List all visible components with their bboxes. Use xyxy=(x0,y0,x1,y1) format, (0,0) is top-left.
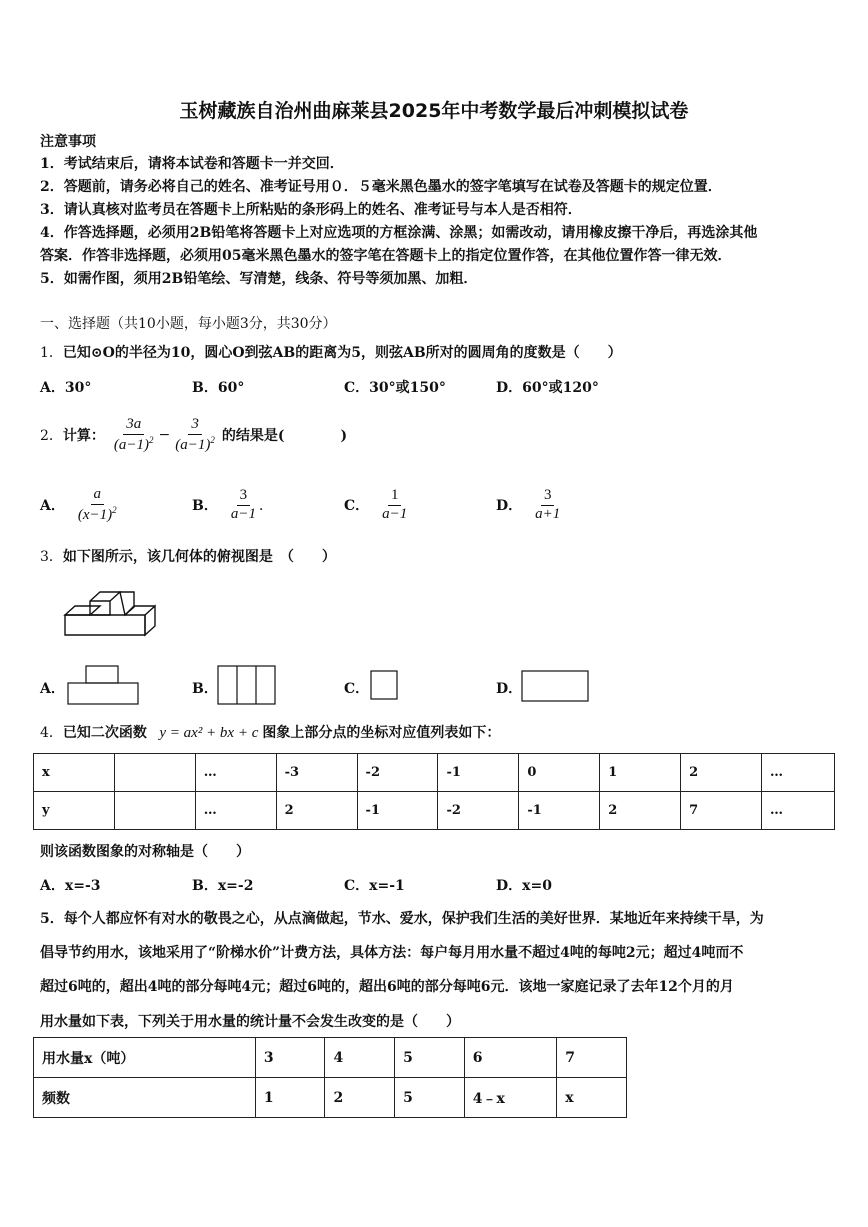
fraction-numerator: 1 xyxy=(388,487,402,505)
table-row xyxy=(34,792,835,830)
top-view-a-icon xyxy=(66,664,142,706)
fraction xyxy=(532,487,563,523)
question-number: 1． xyxy=(40,345,63,361)
table-cell: 1 xyxy=(600,754,681,792)
notice-item: 3．请认真核对监考员在答题卡上所粘贴的条形码上的姓名、准考证号与本人是否相符． xyxy=(40,202,582,218)
option-tail: ． xyxy=(258,498,273,514)
question-4 xyxy=(40,722,500,742)
notice-item: 5．如需作图，须用2B铅笔绘、写清楚，线条、符号等须加黑、加粗． xyxy=(40,271,478,287)
table-cell: 4 xyxy=(325,1038,395,1078)
fraction-numerator: 3 xyxy=(188,416,202,434)
table-cell: 3 xyxy=(255,1038,325,1078)
option-b: B．60° xyxy=(192,380,245,396)
option-c: C．x=-1 xyxy=(344,878,405,894)
fraction-denominator: a−1 xyxy=(382,505,408,522)
table-cell: 4﹣x xyxy=(464,1078,557,1118)
question-1 xyxy=(40,342,622,362)
option-b xyxy=(192,480,273,530)
table-cell: 频数 xyxy=(34,1078,256,1118)
table-cell: 2 xyxy=(276,792,357,830)
exponent: 2 xyxy=(149,434,154,445)
option-a: A．x=-3 xyxy=(40,878,101,894)
option-c: C．30°或150° xyxy=(344,380,446,396)
exponent: 2 xyxy=(210,434,215,445)
section-heading: 一、选择题（共10小题，每小题3分，共30分） xyxy=(40,316,337,332)
table-cell: -1 xyxy=(519,792,600,830)
table-cell: 7 xyxy=(557,1038,627,1078)
solid-figure-icon xyxy=(60,588,162,640)
fraction-denominator: (a−1) xyxy=(113,436,150,453)
table-cell: -2 xyxy=(357,754,438,792)
table-cell: 5 xyxy=(395,1078,465,1118)
question-text: 则该函数图象的对称轴是（ ） xyxy=(40,844,250,860)
option-d xyxy=(496,480,563,530)
option-label: A． xyxy=(40,498,65,514)
fraction-numerator: 3 xyxy=(541,487,555,505)
table-cell: 0 xyxy=(519,754,600,792)
fraction xyxy=(75,486,120,524)
option-d: D． xyxy=(496,681,523,697)
top-view-d-icon xyxy=(520,669,590,703)
option-label: C． xyxy=(344,498,370,514)
notice-heading: 注意事项 xyxy=(40,134,96,150)
table-row xyxy=(34,754,835,792)
question-2 xyxy=(40,410,347,460)
table-cell: x xyxy=(34,754,115,792)
option-label: D． xyxy=(496,498,523,514)
table-cell: -1 xyxy=(438,754,519,792)
option-c xyxy=(344,480,410,530)
table-cell xyxy=(114,792,195,830)
table-row xyxy=(34,1038,627,1078)
fraction xyxy=(172,416,218,454)
table-cell: 2 xyxy=(681,754,762,792)
question-tail: 图象上部分点的坐标对应值列表如下： xyxy=(262,725,501,741)
fraction-denominator: (a−1) xyxy=(175,436,211,453)
minus-sign: − xyxy=(158,427,171,443)
table-cell: 1 xyxy=(255,1078,325,1118)
table-row xyxy=(34,1078,627,1118)
question-text: 已知⊙O的半径为10，圆心O到弦AB的距离为5，则弦AB所对的圆周角的度数是（ ） xyxy=(62,345,622,361)
page-title: 玉树藏族自治州曲麻莱县2025年中考数学最后冲刺模拟试卷 xyxy=(179,100,689,122)
table-cell: 用水量x（吨） xyxy=(34,1038,256,1078)
fraction-denominator: a+1 xyxy=(535,505,561,522)
table-cell: … xyxy=(195,792,276,830)
table-cell: 7 xyxy=(681,792,762,830)
table-cell: 5 xyxy=(395,1038,465,1078)
exponent: 2 xyxy=(112,504,117,515)
option-b: B． xyxy=(192,681,218,697)
option-a: A．30° xyxy=(40,380,92,396)
q5-table xyxy=(33,1037,627,1118)
question-tail: 的结果是( ) xyxy=(221,428,348,444)
option-c: C． xyxy=(344,681,370,697)
q4-table xyxy=(33,753,835,830)
question-5-line: 用水量如下表，下列关于用水量的统计量不会发生改变的是（ ） xyxy=(40,1014,460,1030)
table-cell: 6 xyxy=(464,1038,557,1078)
fraction-numerator: a xyxy=(91,486,105,504)
question-3 xyxy=(40,546,336,566)
table-cell: -2 xyxy=(438,792,519,830)
table-cell xyxy=(114,754,195,792)
question-5-line: 5．每个人都应怀有对水的敬畏之心，从点滴做起，节水、爱水，保护我们生活的美好世界．某地近年来持续干旱，为 xyxy=(40,911,764,927)
option-d: D．60°或120° xyxy=(496,380,599,396)
top-view-c-icon xyxy=(369,669,399,701)
option-b: B．x=-2 xyxy=(192,878,254,894)
question-number: 3． xyxy=(40,549,63,565)
fraction xyxy=(228,487,259,523)
table-cell: y xyxy=(34,792,115,830)
option-a xyxy=(40,480,120,530)
table-cell: 2 xyxy=(600,792,681,830)
table-cell: -1 xyxy=(357,792,438,830)
notice-item: 1．考试结束后，请将本试卷和答题卡一并交回． xyxy=(40,156,344,172)
table-cell: … xyxy=(195,754,276,792)
fraction xyxy=(379,487,410,523)
notice-item: 答案．作答非选择题，必须用05毫米黑色墨水的签字笔在答题卡上的指定位置作答，在其他位置作答一律无效． xyxy=(40,248,732,264)
option-label: B． xyxy=(192,498,218,514)
question-number: 4． xyxy=(40,725,63,741)
option-a: A． xyxy=(40,681,65,697)
question-5-line: 超过6吨的，超出4吨的部分每吨4元；超过6吨的，超出6吨的部分每吨6元．该地一家庭记录了去年12个月的月 xyxy=(40,979,734,995)
question-number: 2． xyxy=(40,428,63,444)
question-lead: 计算： xyxy=(62,428,105,444)
table-cell: -3 xyxy=(276,754,357,792)
table-cell: … xyxy=(762,754,835,792)
fraction-numerator: 3a xyxy=(123,416,144,434)
fraction-denominator: (x−1) xyxy=(77,506,113,523)
notice-item: 4．作答选择题，必须用2B铅笔将答题卡上对应选项的方框涂满、涂黑；如需改动，请用橡皮擦干净后，再选涂其他 xyxy=(40,225,758,241)
question-lead: 已知二次函数 xyxy=(62,725,147,741)
option-d: D．x=0 xyxy=(496,878,552,894)
table-cell: x xyxy=(557,1078,627,1118)
fraction-denominator: a−1 xyxy=(230,505,256,522)
question-5-line: 倡导节约用水，该地采用了“阶梯水价”计费方法，具体方法：每户每月用水量不超过4吨的每吨2元；超过4吨而不 xyxy=(40,945,744,961)
formula: y = ax² + bx + c xyxy=(159,725,259,741)
top-view-b-icon xyxy=(216,664,278,706)
fraction xyxy=(111,416,157,454)
table-cell: 2 xyxy=(325,1078,395,1118)
table-cell: … xyxy=(762,792,835,830)
fraction-numerator: 3 xyxy=(237,487,251,505)
notice-item: 2．答题前，请务必将自己的姓名、准考证号用０．５毫米黑色墨水的签字笔填写在试卷及答题卡的规定位置． xyxy=(40,179,722,195)
question-text: 如下图所示，该几何体的俯视图是 （ ） xyxy=(62,549,336,565)
